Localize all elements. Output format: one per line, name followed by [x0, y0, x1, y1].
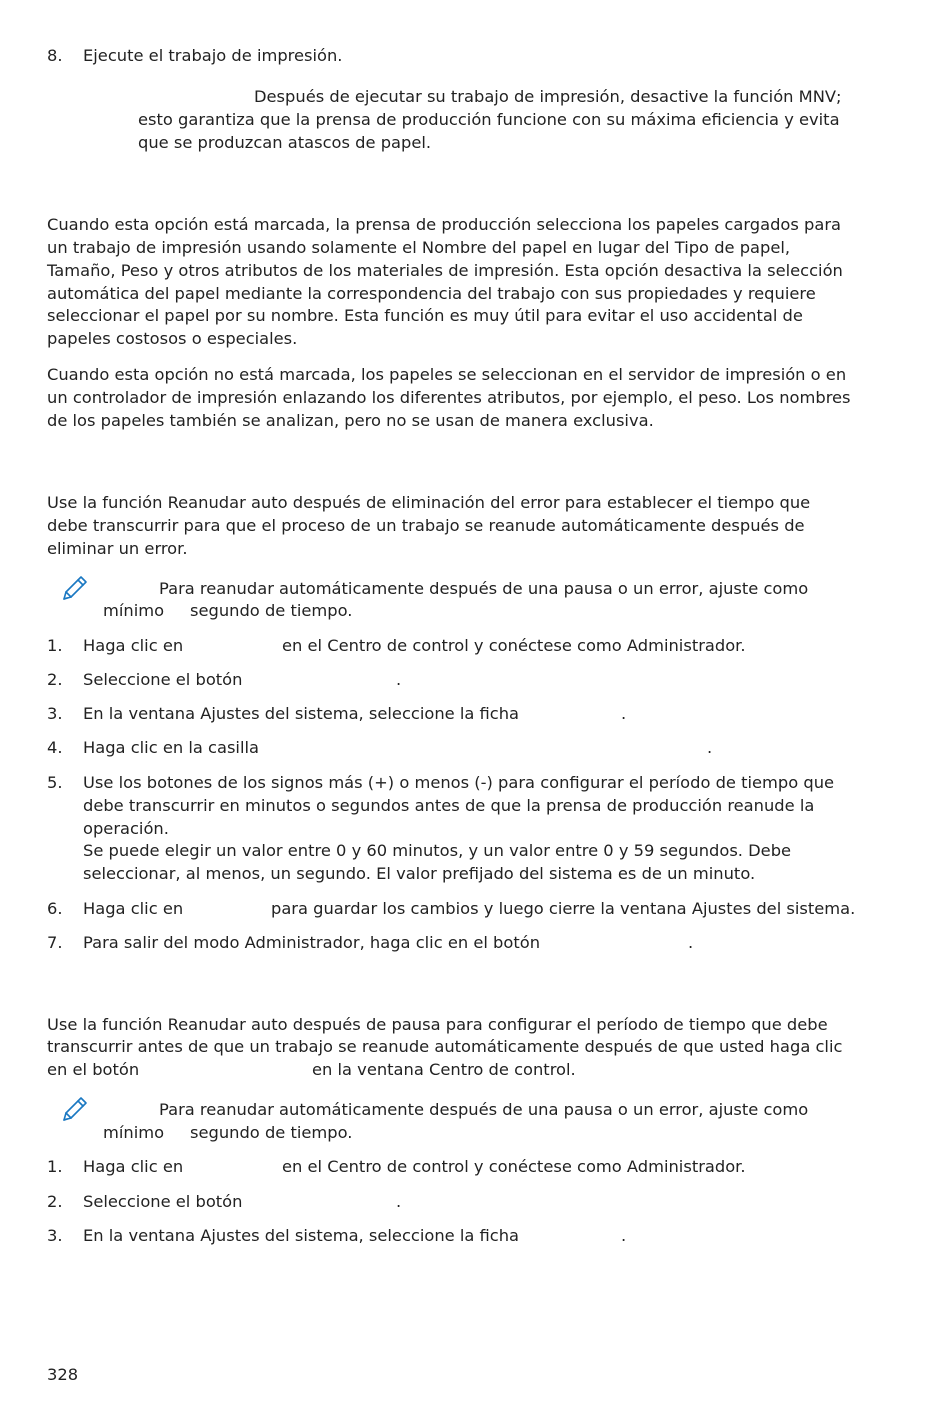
- step-text: Se puede elegir un valor entre 0 y 60 minutos, y un valor entre 0 y 59 segundos. Debe: [83, 841, 792, 860]
- step-number: 2.: [47, 670, 63, 689]
- paragraph-line: transcurrir antes de que un trabajo se reanude automáticamente después de que usted haga clic: [47, 1037, 843, 1056]
- paragraph-line: Use la función Reanudar auto después de eliminación del error para establecer el tiempo que: [47, 493, 811, 512]
- pencil-icon: [60, 573, 90, 603]
- note-text: segundo de tiempo.: [190, 1123, 353, 1142]
- paragraph-line: eliminar un error.: [47, 539, 188, 558]
- step-text: Seleccione el botón: [83, 670, 243, 689]
- step-number: 6.: [47, 899, 63, 918]
- note-text: que se produzcan atascos de papel.: [138, 133, 432, 152]
- paragraph-line: debe transcurrir para que el proceso de un trabajo se reanude automáticamente después de: [47, 516, 805, 535]
- step-text: Use los botones de los signos más (+) o menos (-) para configurar el período de tiempo que: [83, 773, 835, 792]
- step-number: 1.: [47, 1157, 63, 1176]
- step-number: 5.: [47, 773, 63, 792]
- paragraph-line: Use la función Reanudar auto después de pausa para configurar el período de tiempo que debe: [47, 1015, 828, 1034]
- step-text: Haga clic en: [83, 1157, 184, 1176]
- step-text: Para salir del modo Administrador, haga clic en el botón: [83, 933, 541, 952]
- paragraph-line: en la ventana Centro de control.: [312, 1060, 576, 1079]
- step-text: .: [621, 1226, 627, 1245]
- step-text: Ejecute el trabajo de impresión.: [83, 46, 343, 65]
- paragraph-line: Cuando esta opción no está marcada, los papeles se seleccionan en el servidor de impresión o en: [47, 365, 847, 384]
- step-text: operación.: [83, 819, 169, 838]
- step-text: .: [688, 933, 694, 952]
- step-number: 2.: [47, 1192, 63, 1211]
- note-text: Para reanudar automáticamente después de una pausa o un error, ajuste como: [159, 579, 809, 598]
- paragraph-line: seleccionar el papel por su nombre. Esta función es muy útil para evitar el uso accidental de: [47, 306, 803, 325]
- step-number: 4.: [47, 738, 63, 757]
- step-text: .: [396, 670, 402, 689]
- note-text: mínimo: [103, 601, 165, 620]
- note-text: Para reanudar automáticamente después de una pausa o un error, ajuste como: [159, 1100, 809, 1119]
- step-number: 1.: [47, 636, 63, 655]
- step-text: Haga clic en: [83, 636, 184, 655]
- step-text: en el Centro de control y conéctese como Administrador.: [282, 1157, 746, 1176]
- paragraph-line: Tamaño, Peso y otros atributos de los materiales de impresión. Esta opción desactiva la selección: [47, 261, 843, 280]
- step-text: Seleccione el botón: [83, 1192, 243, 1211]
- step-text: En la ventana Ajustes del sistema, seleccione la ficha: [83, 704, 520, 723]
- note-text: mínimo: [103, 1123, 165, 1142]
- paragraph-line: papeles costosos o especiales.: [47, 329, 298, 348]
- paragraph-line: en el botón: [47, 1060, 140, 1079]
- note-text: esto garantiza que la prensa de producción funcione con su máxima eficiencia y evita: [138, 110, 840, 129]
- step-text: seleccionar, al menos, un segundo. El valor prefijado del sistema es de un minuto.: [83, 864, 756, 883]
- paragraph-line: Cuando esta opción está marcada, la prensa de producción selecciona los papeles cargados para: [47, 215, 842, 234]
- note-text: Después de ejecutar su trabajo de impresión, desactive la función MNV;: [254, 87, 842, 106]
- step-number: 3.: [47, 704, 63, 723]
- page-number: 328: [47, 1365, 79, 1384]
- step-text: para guardar los cambios y luego cierre la ventana Ajustes del sistema.: [271, 899, 856, 918]
- step-text: .: [707, 738, 713, 757]
- step-number: 3.: [47, 1226, 63, 1245]
- paragraph-line: un controlador de impresión enlazando los diferentes atributos, por ejemplo, el peso. Los nombres: [47, 388, 851, 407]
- step-text: debe transcurrir en minutos o segundos antes de que la prensa de producción reanude la: [83, 796, 815, 815]
- step-number: 7.: [47, 933, 63, 952]
- step-text: En la ventana Ajustes del sistema, seleccione la ficha: [83, 1226, 520, 1245]
- step-number: 8.: [47, 46, 63, 65]
- step-text: en el Centro de control y conéctese como Administrador.: [282, 636, 746, 655]
- step-text: Haga clic en: [83, 899, 184, 918]
- step-text: Haga clic en la casilla: [83, 738, 259, 757]
- paragraph-line: un trabajo de impresión usando solamente el Nombre del papel en lugar del Tipo de papel,: [47, 238, 791, 257]
- step-text: .: [396, 1192, 402, 1211]
- paragraph-line: automática del papel mediante la correspondencia del trabajo con sus propiedades y requiere: [47, 284, 816, 303]
- note-text: segundo de tiempo.: [190, 601, 353, 620]
- paragraph-line: de los papeles también se analizan, pero no se usan de manera exclusiva.: [47, 411, 654, 430]
- pencil-icon: [60, 1094, 90, 1124]
- step-text: .: [621, 704, 627, 723]
